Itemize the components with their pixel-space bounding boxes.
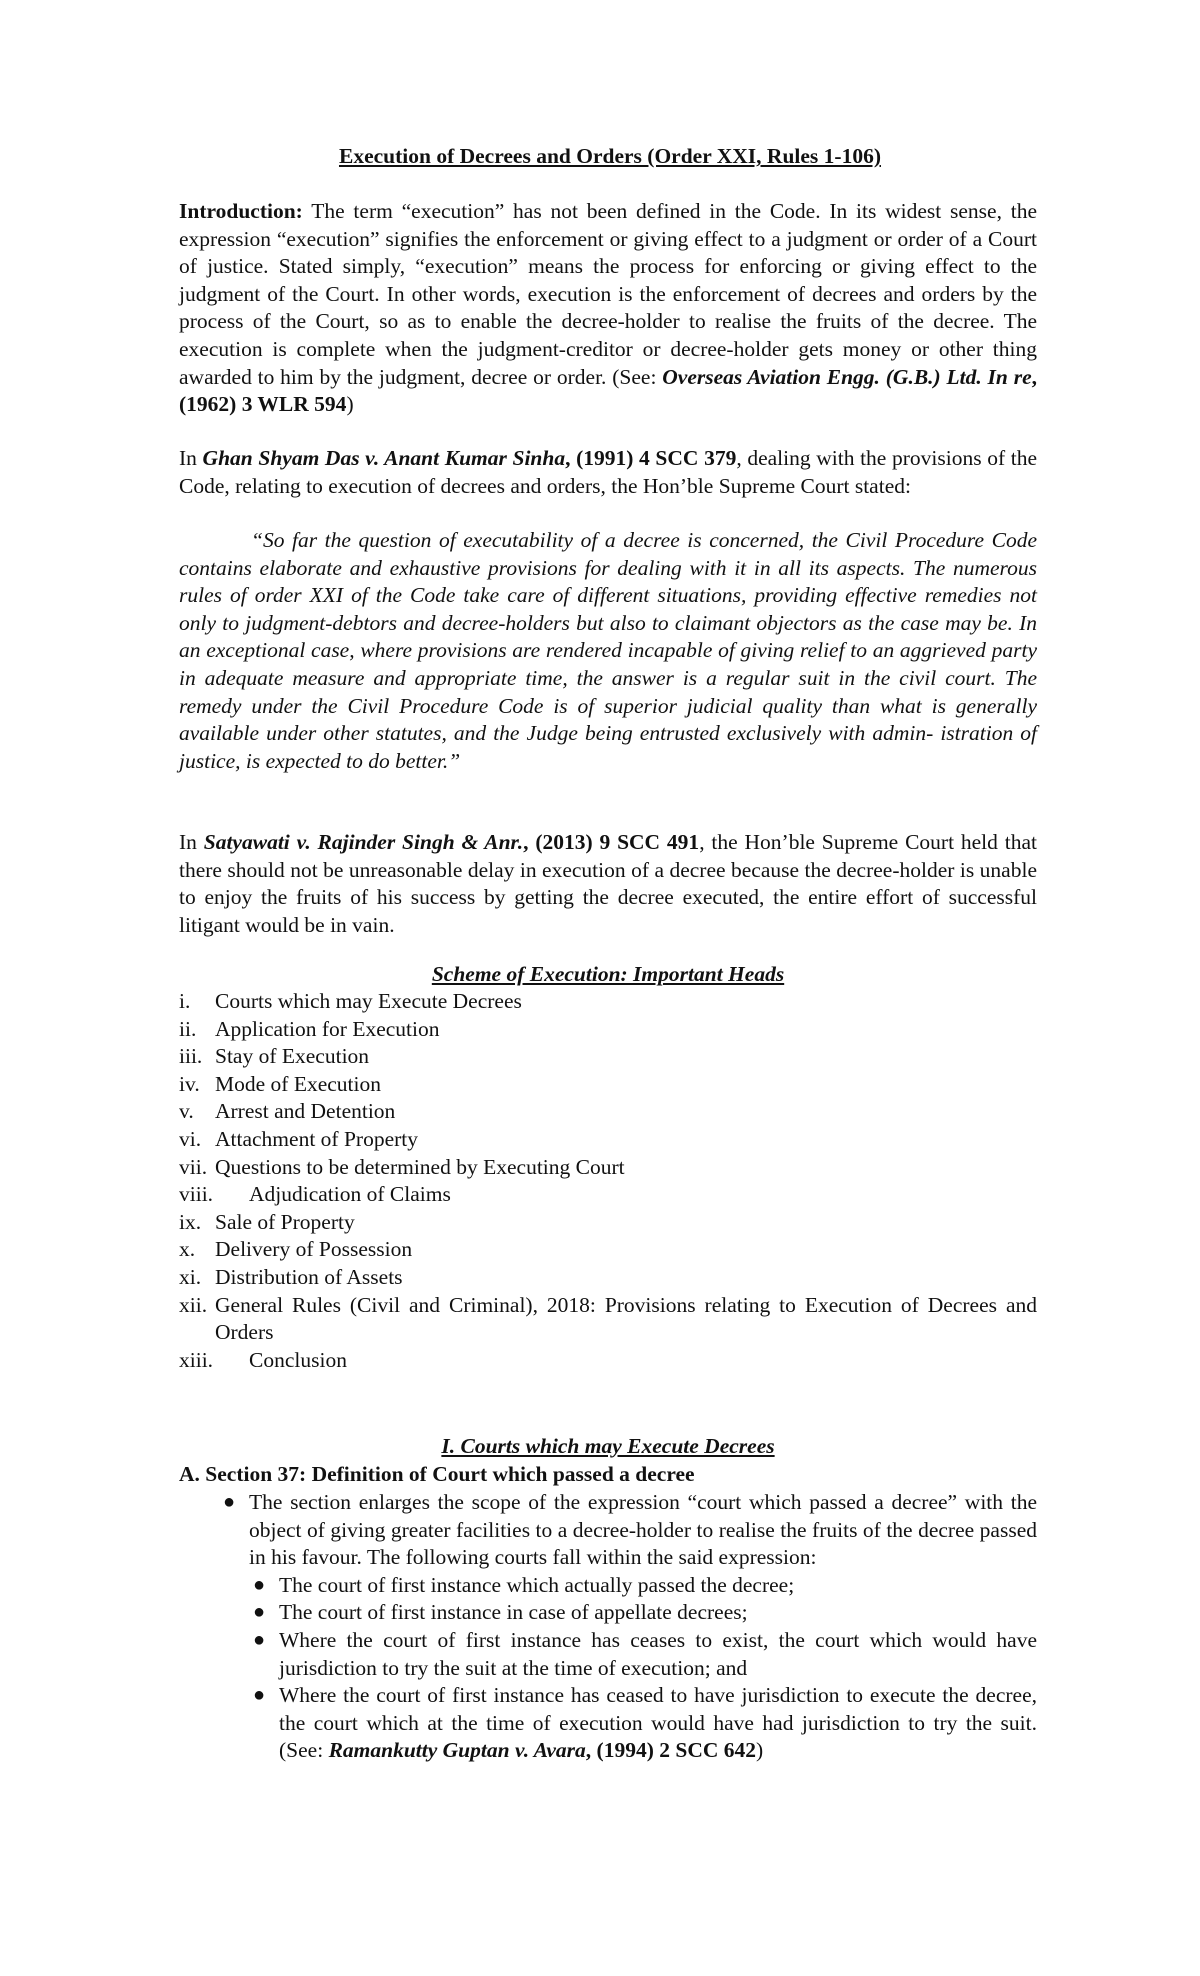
bullet-icon: ● [253, 1601, 266, 1624]
scheme-heads-list [179, 988, 1037, 1374]
list-item [179, 1264, 1037, 1292]
closing-paren: ) [346, 392, 354, 417]
list-item [179, 1209, 1037, 1237]
satyawati-text: , the Hon’ble Supreme Court held that there should not be unreasonable delay in execution of a decree because the decree-holder is unable to enjoy the fruits of his success by getting the decree executed, the entire effort of successful litigant would be in vain. [179, 830, 1037, 937]
bullet-icon: ● [253, 1628, 266, 1651]
list-item-number: iii. [179, 1044, 203, 1069]
list-item [179, 1071, 1037, 1099]
list-item [179, 1154, 1037, 1182]
list-item-text: Attachment of Property [215, 1126, 419, 1151]
bullet-text: The court of first instance in case of appellate decrees; [279, 1600, 748, 1625]
document-title: Execution of Decrees and Orders (Order XXI, Rules 1-106) [338, 144, 881, 168]
list-item [179, 1181, 1037, 1209]
list-item-number: xi. [179, 1264, 202, 1289]
list-item [179, 1098, 1037, 1126]
list-item-text: Distribution of Assets [215, 1264, 403, 1289]
citation-ghan-shyam: , (1991) 4 SCC 379 [565, 446, 737, 470]
list-item-text: General Rules (Civil and Criminal), 2018: Provisions relating to Execution of Decrees and Orders [215, 1292, 1037, 1345]
supreme-court-quote: “So far the question of executability of a decree is concerned, the Civil Procedure Code contains elaborate and exhaustive provisions for dealing with it in all its aspects. The numerous rules of order XXI of the Code take care of different situations, providing effective remedies not only to judgment-debtors and decree-holders but also to claimant objectors as the case may be. In an exceptional case, where provisions are rendered incapable of giving relief to an aggrieved party in adequate measure and appropriate time, the answer is a regular suit in the civil court. The remedy under the Civil Procedure Code is of superior judicial quality than what is generally available under other statutes, and the Judge being entrusted exclusively with admin- istration of justice, is expected to do better.” [179, 528, 1037, 773]
list-item-text: Delivery of Possession [215, 1237, 413, 1262]
list-item [249, 1627, 1037, 1682]
section-37-subheading: A. Section 37: Definition of Court which passed a decree [179, 1462, 695, 1486]
bullet-text: Where the court of first instance has ceased to have jurisdiction to execute the decree, the court which at the time of execution would have had jurisdiction to try the suit. (See: [279, 1683, 1037, 1763]
introduction-paragraph [179, 198, 1037, 419]
citation-overseas: , (1962) 3 WLR 594 [179, 364, 1037, 417]
bullet-icon: ● [253, 1573, 266, 1596]
case-name-ramankutty: Ramankutty Guptan v. Avara [328, 1738, 586, 1763]
list-item-text: Arrest and Detention [215, 1099, 396, 1124]
satyawati-paragraph [179, 829, 1037, 939]
introduction-label: Introduction: [179, 199, 303, 223]
list-item-text: Adjudication of Claims [249, 1182, 451, 1207]
list-item-number: viii. [179, 1182, 214, 1207]
bullet-icon: ● [253, 1684, 266, 1707]
introduction-text: The term “execution” has not been defined in the Code. In its widest sense, the expression “execution” signifies the enforcement or giving effect to a judgment or order of a Court of justice. Stated simply, “execution” means the process for enforcing or giving effect to the judgment of the Court. In other words, execution is the enforcement of decrees and orders by the process of the Court, so as to enable the decree-holder to realise the fruits of the decree. The execution is complete when the judgment-creditor or decree-holder gets money or other thing awarded to him by the judgment, decree or order. (See: [179, 199, 1037, 389]
list-item-number: vii. [179, 1154, 208, 1179]
bullet-text: The court of first instance which actually passed the decree; [279, 1572, 795, 1597]
section-37-bullets [219, 1489, 1037, 1765]
ghan-pre: In [179, 446, 203, 470]
list-item-text: Application for Execution [215, 1016, 440, 1041]
sub-bullet-list [249, 1572, 1037, 1765]
list-item-number: i. [179, 989, 191, 1013]
scheme-heading: Scheme of Execution: Important Heads [431, 962, 785, 986]
citation-ramankutty: , (1994) 2 SCC 642 [585, 1738, 757, 1763]
bullet-icon: ● [223, 1491, 236, 1513]
bullet-text: Where the court of first instance has ceases to exist, the court which would have jurisdiction to try the suit at the time of execution; and [279, 1627, 1037, 1680]
list-item-text: Conclusion [249, 1347, 347, 1372]
list-item-number: xiii. [179, 1347, 214, 1372]
citation-satyawati: , (2013) 9 SCC 491 [523, 830, 700, 854]
list-item-number: xii. [179, 1292, 208, 1317]
section-i-heading: I. Courts which may Execute Decrees [441, 1434, 775, 1458]
list-item [249, 1572, 1037, 1600]
list-item [249, 1682, 1037, 1765]
ghan-shyam-paragraph [179, 445, 1037, 500]
ghan-text: , dealing with the provisions of the Code, relating to execution of decrees and orders, the Hon’ble Supreme Court stated: [179, 446, 1037, 498]
list-item-text: Courts which may Execute Decrees [215, 989, 522, 1013]
list-item-text: Mode of Execution [215, 1071, 381, 1096]
satyawati-pre: In [179, 830, 204, 854]
list-item-number: iv. [179, 1071, 200, 1096]
list-item [179, 1043, 1037, 1071]
list-item [179, 1292, 1037, 1347]
case-name-overseas: Overseas Aviation Engg. (G.B.) Ltd. In re [662, 364, 1032, 389]
list-item-number: ix. [179, 1209, 202, 1234]
list-item [219, 1489, 1037, 1765]
closing-paren: ) [756, 1738, 764, 1763]
list-item [179, 1236, 1037, 1264]
list-item [179, 988, 1037, 1016]
list-item-text: Questions to be determined by Executing Court [215, 1154, 625, 1179]
list-item-number: vi. [179, 1126, 202, 1151]
list-item [179, 1126, 1037, 1154]
list-item [179, 1347, 1037, 1375]
list-item-number: ii. [179, 1016, 197, 1041]
list-item-text: Stay of Execution [215, 1044, 370, 1069]
list-item [249, 1599, 1037, 1627]
list-item-number: v. [179, 1099, 194, 1124]
case-name-satyawati: Satyawati v. Rajinder Singh & Anr. [203, 830, 524, 854]
list-item-number: x. [179, 1237, 196, 1262]
list-item-text: Sale of Property [215, 1209, 355, 1234]
case-name-ghan-shyam: Ghan Shyam Das v. Anant Kumar Sinha [202, 446, 566, 470]
list-item [179, 1016, 1037, 1044]
bullet-text: The section enlarges the scope of the expression “court which passed a decree” with the object of giving greater facilities to a decree-holder to realise the fruits of the decree passed in his favour. The following courts fall within the said expression: [249, 1490, 1037, 1570]
